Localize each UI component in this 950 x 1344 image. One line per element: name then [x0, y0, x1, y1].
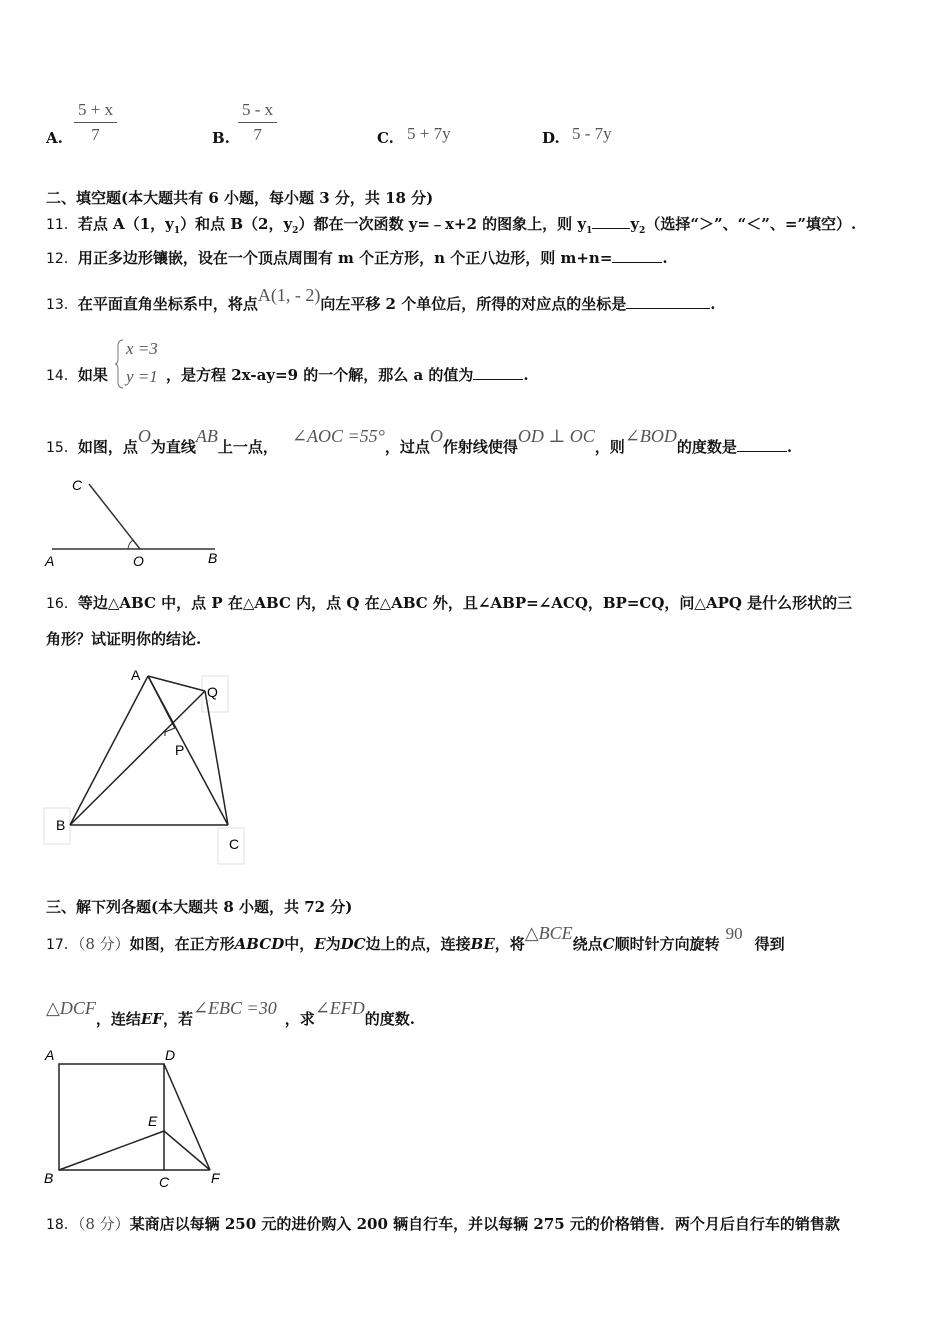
q15-t1: 如图，点: [77, 438, 138, 456]
q11-part5: （选择“＞”、“＜”、=”填空）.: [645, 215, 857, 233]
fig16-label-b: B: [56, 817, 66, 833]
figure-17: [40, 1045, 230, 1193]
question-17-line1: [46, 923, 785, 954]
q16-line1: 等边△ABC 中，点 P 在△ABC 内，点 Q 在△ABC 外，且∠ABP=∠ACQ，BP=CQ，问△APQ 是什么形状的三: [77, 594, 853, 612]
question-17-line2: [46, 998, 416, 1029]
q17-t8: 得到: [754, 935, 785, 953]
segment-aq: [148, 676, 205, 691]
fig17-label-e: E: [148, 1113, 158, 1129]
q11-sub2: 2: [292, 226, 299, 236]
q14-answer-blank[interactable]: [473, 364, 523, 380]
segment-df: [164, 1064, 210, 1170]
fig17-label-f: F: [211, 1170, 220, 1186]
option-a-denominator: 7: [91, 125, 100, 144]
fig16-label-c: C: [229, 836, 240, 852]
q17-b5: C: [602, 935, 615, 953]
q13-end: .: [710, 295, 716, 313]
q17-t12: 的度数.: [364, 1010, 416, 1028]
q15-t7: 的度数是: [676, 438, 737, 456]
q17-b4: BE: [470, 935, 495, 953]
question-16-line1: [46, 592, 852, 613]
fig15-label-b: B: [208, 550, 218, 566]
q12-end: .: [662, 249, 668, 267]
q13-answer-blank[interactable]: [626, 293, 710, 309]
q18-number: 18．: [46, 1217, 78, 1233]
q13-point-a: A(1, - 2): [257, 285, 321, 305]
q17-b2: E: [314, 935, 326, 953]
segment-be: [59, 1131, 164, 1170]
option-b-numerator: 5 - x: [238, 100, 277, 123]
q12-number: 12．: [46, 251, 78, 267]
q17-m1: △BCE: [524, 923, 573, 943]
q11-number: 11．: [46, 217, 78, 233]
q17-b6: EF: [140, 1010, 163, 1028]
option-a-fraction: [74, 100, 117, 145]
option-b-fraction: [238, 100, 277, 145]
q12-answer-blank[interactable]: [612, 247, 662, 263]
q17-score: （8 分）: [77, 935, 130, 953]
fig15-label-c: C: [72, 477, 83, 493]
q17-t4: 边上的点，连接: [365, 935, 471, 953]
figure-16: [40, 660, 250, 865]
question-15: [46, 426, 793, 457]
q15-m2: AB: [195, 426, 218, 446]
option-d-label: D.: [542, 129, 560, 147]
q15-m3: ∠AOC =55°: [291, 426, 385, 446]
q17-t6: 绕点: [572, 935, 603, 953]
option-b-label: B.: [212, 129, 230, 147]
option-a-label: A.: [46, 129, 63, 147]
q17-t10: ，若: [162, 1010, 193, 1028]
fig17-label-a: A: [45, 1047, 55, 1063]
q16-number: 16．: [46, 596, 78, 612]
q17-t5: ，将: [494, 935, 525, 953]
q11-sub3: 1: [586, 226, 593, 236]
fig16-label-p: P: [175, 742, 185, 758]
question-18: [46, 1213, 840, 1234]
fig17-label-d: D: [165, 1047, 176, 1063]
q17-t2: 中，: [284, 935, 315, 953]
q11-sub4: 2: [639, 226, 646, 236]
q15-m5: OD ⊥ OC: [517, 426, 595, 446]
side-ab: [70, 676, 148, 825]
q13-post: 向左平移 2 个单位后，所得的对应点的坐标是: [320, 295, 627, 313]
fig15-label-a: A: [45, 553, 55, 569]
q15-t6: ，则: [594, 438, 625, 456]
fig17-label-b: B: [44, 1170, 54, 1186]
q17-t9: ，连结: [95, 1010, 141, 1028]
angle-arc: [128, 540, 133, 549]
q17-t11: ，求: [284, 1010, 315, 1028]
segment-bpq: [70, 691, 205, 825]
q17-t3: 为: [325, 935, 341, 953]
q11-part1: 若点 A（1，y: [77, 215, 174, 233]
q11-part4: y: [630, 215, 640, 233]
option-c-label: C.: [377, 129, 394, 147]
q15-t5: 作射线使得: [442, 438, 518, 456]
q12-text: 用正多边形镶嵌，设在一个顶点周围有 m 个正方形，n 个正八边形，则 m+n=: [77, 249, 613, 267]
q15-m6: ∠BOD: [624, 426, 677, 446]
q15-end: .: [786, 438, 793, 456]
q17-m2: 90: [725, 924, 743, 943]
q17-m5: ∠EFD: [314, 998, 365, 1018]
question-12: [46, 247, 668, 268]
q11-part2: ）和点 B（2，y: [180, 215, 293, 233]
q14-number: 14．: [46, 368, 78, 384]
q17-b1: ABCD: [234, 935, 285, 953]
q17-b3: DC: [340, 935, 366, 953]
fig15-label-o: O: [133, 553, 144, 569]
q18-text: 某商店以每辆 250 元的进价购入 200 辆自行车，并以每辆 275 元的价格销售．两个月后自行车的销售款: [129, 1215, 840, 1233]
fig17-label-c: C: [159, 1174, 170, 1190]
q15-m1: O: [137, 426, 151, 446]
figure-15: [40, 470, 240, 575]
q15-t2: 为直线: [150, 438, 196, 456]
q17-t7: 顺时针方向旋转: [614, 935, 720, 953]
option-c-expression: 5 + 7y: [407, 124, 451, 143]
q14-system-brace: [114, 338, 126, 390]
option-a-numerator: 5 + x: [74, 100, 117, 123]
q17-number: 17．: [46, 937, 78, 953]
question-14-rest: [166, 364, 529, 385]
q13-pre: 在平面直角坐标系中，将点: [77, 295, 258, 313]
q15-m4: O: [429, 426, 443, 446]
q15-t4: ，过点: [384, 438, 430, 456]
q11-part3: ）都在一次函数 y=﹣x+2 的图象上，则 y: [298, 215, 587, 233]
q14-post: ，是方程 2x-ay=9 的一个解，那么 a 的值为: [166, 366, 474, 384]
segment-ap: [148, 676, 175, 728]
question-11: [46, 213, 856, 236]
q18-score: （8 分）: [77, 1215, 130, 1233]
section-2-title: 二、填空题(本大题共有 6 小题，每小题 3 分，共 18 分): [46, 189, 434, 207]
q14-equation-y: y =1: [126, 367, 158, 386]
q11-answer-blank[interactable]: [592, 213, 630, 229]
q17-m4: ∠EBC =30: [192, 998, 277, 1018]
segment-ef: [164, 1131, 210, 1170]
q11-sub1: 1: [173, 226, 181, 236]
question-14-text: [46, 364, 108, 385]
q14-equation-x: x =3: [126, 339, 158, 358]
fig16-label-a: A: [131, 667, 141, 683]
fig16-label-q: Q: [207, 684, 218, 700]
q13-number: 13．: [46, 297, 78, 313]
q15-number: 15．: [46, 440, 78, 456]
q15-answer-blank[interactable]: [737, 436, 787, 452]
q14-end: .: [523, 366, 529, 384]
question-16-line2: 角形？试证明你的结论.: [46, 630, 202, 648]
section-3-title: 三、解下列各题(本大题共 8 小题，共 72 分): [46, 898, 353, 916]
question-13: [46, 285, 716, 314]
option-b-denominator: 7: [253, 125, 262, 144]
q17-m3: △DCF: [46, 998, 96, 1018]
ray-oc: [89, 484, 140, 549]
q15-t3: 上一点，: [217, 438, 278, 456]
option-d-expression: 5 - 7y: [572, 124, 612, 143]
q14-pre: 如果: [77, 366, 108, 384]
q17-t1: 如图，在正方形: [129, 935, 235, 953]
